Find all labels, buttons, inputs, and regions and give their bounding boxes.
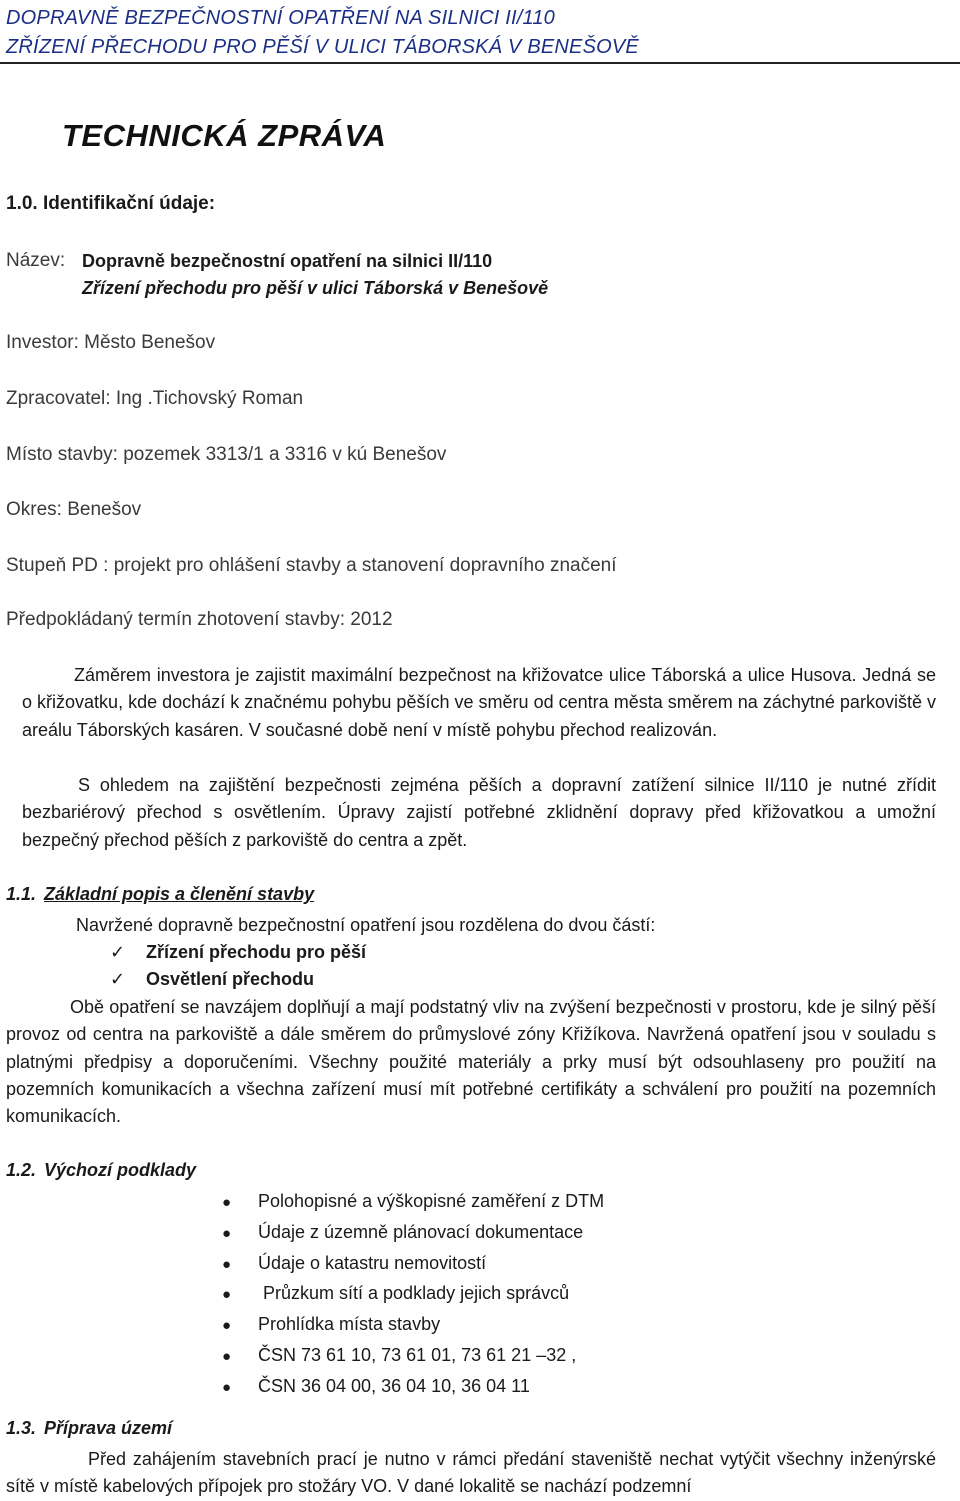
misto-stavby-line: Místo stavby: pozemek 3313/1 a 3316 v kú Benešov: [6, 444, 447, 465]
section-1-1-body: Obě opatření se navzájem doplňují a mají podstatný vliv na zvýšení bezpečnosti v prostoru, kde je silný pěší provoz od centra na parkoviště a dále směrem do průmyslové zóny Křižíkova. Navržená opatření jsou v souladu s platnými předpisy a doporučeními. Všechny použité materiály a prky musí být odsouhlaseny pro použití na pozemních komunikacích a všechna zařízení musí mít potřebné certifikáty a schválení pro použití na pozemních komunikacích.: [6, 997, 936, 1127]
header-line-2: ZŘÍZENÍ PŘECHODU PRO PĚŠÍ V ULICI TÁBORSKÁ V BENEŠOVĚ: [6, 36, 639, 58]
section-heading-1-2: [6, 1160, 196, 1181]
list-item: ● Údaje o katastru nemovitostí: [222, 1249, 604, 1280]
project-name-line-1: Dopravně bezpečnostní opatření na silnici II/110: [82, 251, 493, 271]
checkmark-icon: ✓: [110, 942, 126, 962]
section-title: Základní popis a členění stavby: [44, 884, 315, 904]
intro-paragraph-2: S ohledem na zajištění bezpečnosti zejména pěších a dopravní zatížení silnice II/110 je nutné zřídit bezbariérový přechod s osvětlením. Úpravy zajistí potřebné zklidnění dopravy před křižovatkou a umožní bezpečný přechod pěších z parkoviště do centra a zpět.: [22, 775, 936, 850]
bullet-icon: ●: [222, 1224, 232, 1242]
page-title: TECHNICKÁ ZPRÁVA: [62, 118, 387, 153]
bullet-icon: ●: [222, 1194, 232, 1211]
intro-paragraph-1: Záměrem investora je zajistit maximální bezpečnost na křižovatce ulice Táborská a ulice Husova. Jedná se o křižovatku, kde dochází k značnému pohybu pěších ve směru od centra města směrem na záchytné parkoviště v areálu Táborských kasáren. V současné době není v místě pohybu přechod realizován.: [22, 665, 936, 740]
zpracovatel-line: Zpracovatel: Ing .Tichovský Roman: [6, 388, 304, 409]
list-item: ● ČSN 73 61 10, 73 61 01, 73 61 21 –32 ,: [222, 1341, 604, 1372]
section-1-3-body: Před zahájením stavebních prací je nutno v rámci předání staveniště nechat vytýčit všechny inženýrské sítě v místě kabelových přípojek pro stožáry VO. V dané lokalitě se nachází podzemní: [6, 1449, 936, 1497]
section-heading-1-1: [6, 884, 314, 905]
section-heading-1-3: [6, 1418, 172, 1439]
okres-line: Okres: Benešov: [6, 499, 142, 520]
list-item: ● Údaje z územně plánovací dokumentace: [222, 1218, 604, 1249]
section-title: Příprava území: [44, 1418, 173, 1438]
list-item: ● Prohlídka místa stavby: [222, 1310, 604, 1341]
section-number: 1.1.: [6, 884, 37, 904]
section-title: Výchozí podklady: [44, 1160, 197, 1180]
bullet-icon: ●: [222, 1378, 232, 1396]
section-1-1-lead: Navržené dopravně bezpečnostní opatření jsou rozdělena do dvou částí:: [76, 915, 656, 935]
list-item: ● ČSN 36 04 00, 36 04 10, 36 04 11: [222, 1372, 604, 1403]
header-line-1: DOPRAVNĚ BEZPEČNOSTNÍ OPATŘENÍ NA SILNICI II/110: [6, 7, 555, 29]
bullet-icon: ●: [222, 1255, 232, 1273]
list-item: ● Polohopisné a výškopisné zaměření z DTM: [222, 1187, 604, 1218]
investor-line: Investor: Město Benešov: [6, 332, 216, 353]
stupen-pd-line: Stupeň PD : projekt pro ohlášení stavby a stanovení dopravního značení: [6, 555, 617, 576]
bullet-icon: ●: [222, 1347, 232, 1365]
checkmark-icon: ✓: [110, 969, 126, 989]
bullet-icon: ●: [222, 1317, 232, 1335]
name-label: Název:: [6, 250, 66, 271]
header-divider: [0, 62, 960, 64]
termin-line: Předpokládaný termín zhotovení stavby: 2012: [6, 609, 393, 630]
list-item: ● Průzkum sítí a podklady jejich správců: [222, 1279, 604, 1310]
section-heading-1-0: 1.0. Identifikační údaje:: [6, 193, 216, 214]
check-item-2: ✓ Osvětlení přechodu: [110, 966, 314, 993]
section-number: 1.2.: [6, 1160, 37, 1180]
bullet-icon: ●: [222, 1286, 232, 1304]
project-name-line-2: Zřízení přechodu pro pěší v ulici Táborská v Benešově: [82, 278, 549, 298]
section-number: 1.3.: [6, 1418, 37, 1438]
document-header: [6, 4, 960, 62]
check-item-1: ✓ Zřízení přechodu pro pěší: [110, 939, 366, 966]
source-documents-list: [222, 1187, 604, 1403]
